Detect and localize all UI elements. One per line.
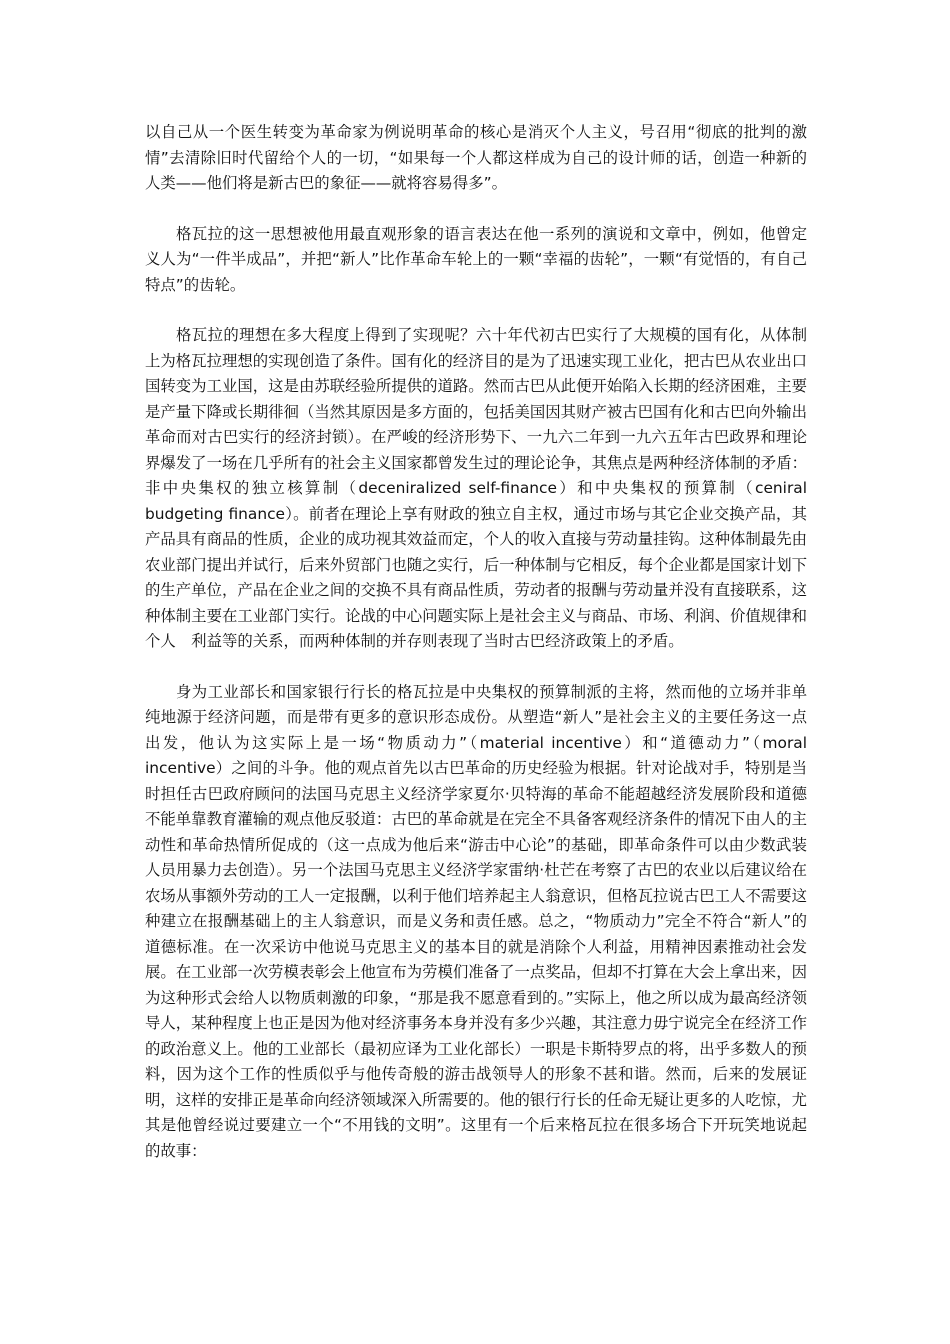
document-page	[145, 120, 807, 1189]
paragraph-4: 身为工业部长和国家银行行长的格瓦拉是中央集权的预算制派的主将，然而他的立场并非单纯地源于经济问题，而是带有更多的意识形态成份。从塑造“新人”是社会主义的主要任务这一点出发，他认为这实际上是一场“物质动力”（material incentive）和“道德动力”（moral incentive）之间的斗争。他的观点首先以古巴革命的历史经验为根据。针对论战对手，特别是当时担任古巴政府顾问的法国马克思主义经济学家夏尔·贝特海的革命不能超越经济发展阶段和道德不能单靠教育灌输的观点他反驳道：古巴的革命就是在完全不具备客观经济条件的情况下由人的主动性和革命热情所促成的（这一点成为他后来“游击中心论”的基础，即革命条件可以由少数武装人员用暴力去创造）。另一个法国马克思主义经济学家雷纳·杜芒在考察了古巴的农业以后建议给在农场从事额外劳动的工人一定报酬，以利于他们培养起主人翁意识，但格瓦拉说古巴工人不需要这种建立在报酬基础上的主人翁意识，而是义务和责任感。总之，“物质动力”完全不符合“新人”的道德标准。在一次采访中他说马克思主义的基本目的就是消除个人利益，用精神因素推动社会发展。在工业部一次劳模表彰会上他宣布为劳模们准备了一点奖品，但却不打算在大会上拿出来，因为这种形式会给人以物质刺激的印象，“那是我不愿意看到的。”实际上，他之所以成为最高经济领导人，某种程度上也正是因为他对经济事务本身并没有多少兴趣，其注意力毋宁说完全在经济工作的政治意义上。他的工业部长（最初应译为工业化部长）一职是卡斯特罗点的将，出乎多数人的预料，因为这个工作的性质似乎与他传奇般的游击战领导人的形象不甚和谐。然而，后来的发展证明，这样的安排正是革命向经济领域深入所需要的。他的银行行长的任命无疑让更多的人吃惊，尤其是他曾经说过要建立一个“不用钱的文明”。这里有一个后来格瓦拉在很多场合下开玩笑地说起的故事：	[145, 682, 807, 1160]
paragraph-2: 格瓦拉的这一思想被他用最直观形象的语言表达在他一系列的演说和文章中，例如，他曾定义人为“一件半成品”，并把“新人”比作革命车轮上的一颗“幸福的齿轮”，一颗“有觉悟的，有自己特点”的齿轮。	[145, 224, 807, 294]
paragraph-3: 格瓦拉的理想在多大程度上得到了实现呢？六十年代初古巴实行了大规模的国有化，从体制上为格瓦拉理想的实现创造了条件。国有化的经济目的是为了迅速实现工业化，把古巴从农业出口国转变为工业国，这是由苏联经验所提供的道路。然而古巴从此便开始陷入长期的经济困难，主要是产量下降或长期徘徊（当然其原因是多方面的，包括美国因其财产被古巴国有化和古巴向外输出革命而对古巴实行的经济封锁）。在严峻的经济形势下、一九六二年到一九六五年古巴政界和理论界爆发了一场在几乎所有的社会主义国家都曾发生过的理论论争，其焦点是两种经济体制的矛盾：非中央集权的独立核算制（deceniralized self-finance）和中央集权的预算制（ceniral budgeting finance）。前者在理论上享有财政的独立自主权，通过市场与其它企业交换产品，其产品具有商品的性质，企业的成功视其效益而定，个人的收入直接与劳动量挂钩。这种体制最先由农业部门提出并试行，后来外贸部门也随之实行，后一种体制与它相反，每个企业都是国家计划下的生产单位，产品在企业之间的交换不具有商品性质，劳动者的报酬与劳动量并没有直接联系，这种体制主要在工业部门实行。论战的中心问题实际上是社会主义与商品、市场、利润、价值规律和个人 利益等的关系，而两种体制的并存则表现了当时古巴经济政策上的矛盾。	[145, 326, 807, 650]
paragraph-1: 以自己从一个医生转变为革命家为例说明革命的核心是消灭个人主义，号召用“彻底的批判的激情”去清除旧时代留给个人的一切，“如果每一个人都这样成为自己的设计师的话，创造一种新的人类——他们将是新古巴的象征——就将容易得多”。	[145, 123, 807, 192]
